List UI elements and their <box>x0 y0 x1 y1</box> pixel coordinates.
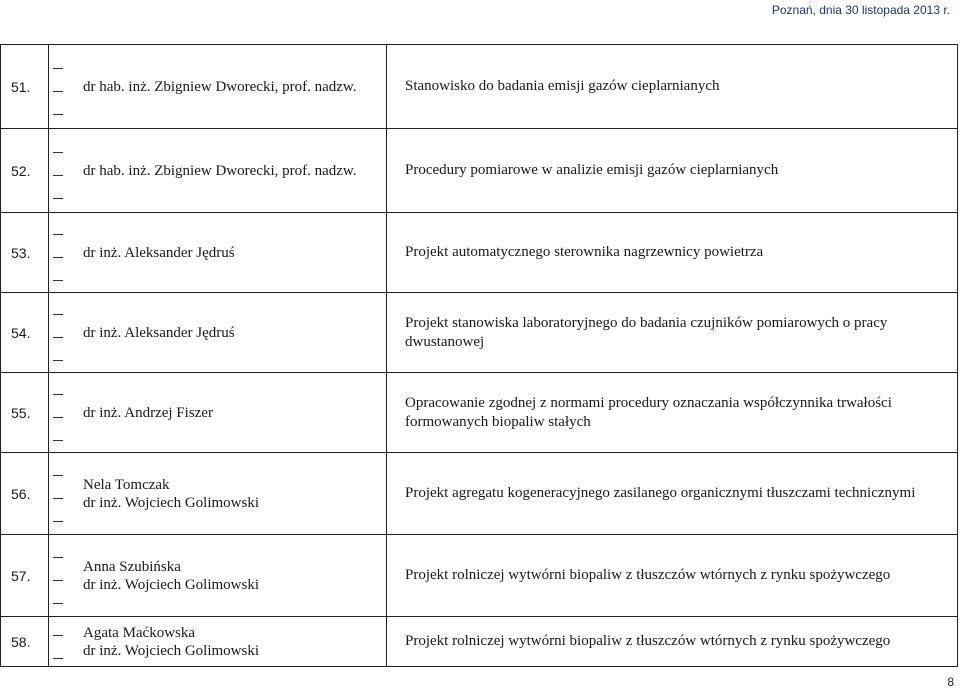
table-row <box>1 373 958 453</box>
topic-title: Stanowisko do badania emisji gazów cieplarnianych <box>387 45 958 129</box>
supervisors-cell <box>49 129 387 213</box>
dash-icon <box>53 98 63 121</box>
supervisor-name: dr inż. Aleksander Jędruś <box>83 244 235 261</box>
row-number: 55. <box>1 373 49 453</box>
dash-icon <box>53 505 63 528</box>
table-row <box>1 535 958 617</box>
topic-title: Opracowanie zgodnej z normami procedury oznaczania współczynnika trwałości formowanych biopaliw stałych <box>387 373 958 453</box>
supervisors-cell <box>49 45 387 129</box>
table-row <box>1 213 958 293</box>
dash-markers <box>53 541 77 610</box>
row-number: 56. <box>1 453 49 535</box>
dash-icon <box>53 218 63 241</box>
table-row <box>1 45 958 129</box>
dash-icon <box>53 459 63 482</box>
table-row <box>1 617 958 667</box>
topic-title: Projekt automatycznego sterownika nagrzewnicy powietrza <box>387 213 958 293</box>
row-number: 52. <box>1 129 49 213</box>
dash-markers <box>53 136 77 205</box>
row-number: 51. <box>1 45 49 129</box>
table-row <box>1 293 958 373</box>
row-number: 57. <box>1 535 49 617</box>
thesis-topics-table <box>0 44 958 667</box>
header-date: Poznań, dnia 30 listopada 2013 r. <box>771 3 950 17</box>
topic-title: Projekt rolniczej wytwórni biopaliw z tłuszczów wtórnych z rynku spożywczego <box>387 617 958 667</box>
supervisors-cell <box>49 213 387 293</box>
dash-icon <box>53 159 63 182</box>
supervisor-name: Nela Tomczak <box>83 476 170 493</box>
supervisors-cell <box>49 617 387 667</box>
topic-title: Procedury pomiarowe w analizie emisji gazów cieplarnianych <box>387 129 958 213</box>
topic-title: Projekt agregatu kogeneracyjnego zasilanego organicznymi tłuszczami technicznymi <box>387 453 958 535</box>
dash-icon <box>53 424 63 447</box>
supervisor-name: dr inż. Aleksander Jędruś <box>83 324 235 341</box>
topic-title: Projekt stanowiska laboratoryjnego do badania czujników pomiarowych o pracy dwustanowej <box>387 293 958 373</box>
topic-title: Projekt rolniczej wytwórni biopaliw z tłuszczów wtórnych z rynku spożywczego <box>387 535 958 617</box>
supervisor-name: dr inż. Andrzej Fiszer <box>83 404 213 421</box>
dash-icon <box>53 321 63 344</box>
page-number: 8 <box>947 675 954 689</box>
dash-icon <box>53 241 63 264</box>
dash-icon <box>53 564 63 587</box>
supervisor-name: dr hab. inż. Zbigniew Dworecki, prof. nadzw. <box>83 162 357 179</box>
supervisor-name: Agata Maćkowska <box>83 624 196 641</box>
dash-markers <box>53 378 77 447</box>
dash-icon <box>53 298 63 321</box>
supervisors-cell <box>49 293 387 373</box>
dash-icon <box>53 401 63 424</box>
dash-icon <box>53 182 63 205</box>
dash-markers <box>53 619 77 665</box>
dash-icon <box>53 619 63 642</box>
dash-markers <box>53 218 77 287</box>
dash-icon <box>53 482 63 505</box>
supervisors-cell <box>49 373 387 453</box>
dash-icon <box>53 587 63 610</box>
supervisor-name: dr inż. Wojciech Golimowski <box>83 576 259 593</box>
supervisor-name: dr inż. Wojciech Golimowski <box>83 494 259 511</box>
dash-icon <box>53 264 63 287</box>
dash-markers <box>53 52 77 121</box>
supervisor-name: Anna Szubińska <box>83 558 181 575</box>
dash-markers <box>53 459 77 528</box>
dash-icon <box>53 642 63 665</box>
dash-icon <box>53 378 63 401</box>
supervisor-name: dr inż. Wojciech Golimowski <box>83 642 259 659</box>
table-row <box>1 453 958 535</box>
dash-icon <box>53 52 63 75</box>
dash-icon <box>53 344 63 367</box>
supervisor-name: dr hab. inż. Zbigniew Dworecki, prof. nadzw. <box>83 78 357 95</box>
row-number: 54. <box>1 293 49 373</box>
table-row <box>1 129 958 213</box>
dash-markers <box>53 298 77 367</box>
row-number: 58. <box>1 617 49 667</box>
dash-icon <box>53 541 63 564</box>
row-number: 53. <box>1 213 49 293</box>
supervisors-cell <box>49 535 387 617</box>
dash-icon <box>53 136 63 159</box>
supervisors-cell <box>49 453 387 535</box>
dash-icon <box>53 75 63 98</box>
